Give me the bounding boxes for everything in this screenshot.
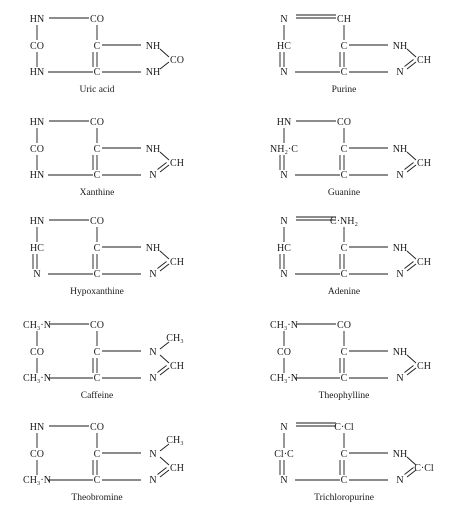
molecule-theophylline — [270, 320, 431, 401]
atom-label-n9: N — [149, 269, 157, 280]
atom-label-n1: CH₃·N — [270, 320, 298, 331]
bond-n7-c8 — [160, 457, 169, 465]
atom-label-n1: HN — [29, 422, 45, 433]
atom-label-n1: HN — [276, 117, 292, 128]
atom-label-c5: C — [340, 243, 348, 254]
atom-label-c6: CO — [90, 216, 104, 227]
atom-label-n7: NH — [145, 144, 161, 155]
atom-label-c2: CO — [30, 144, 44, 155]
atom-label-n9: N — [149, 373, 157, 384]
atom-label-c2: Cl·C — [274, 449, 294, 460]
molecule-name: Caffeine — [80, 391, 114, 401]
atom-label-c8: CH — [417, 257, 431, 268]
atom-label-c5: C — [93, 347, 101, 358]
molecule-purine — [277, 14, 431, 95]
molecule-name: Theobromine — [71, 493, 123, 503]
atom-label-c5: C — [340, 144, 348, 155]
bond-n7-c8 — [160, 49, 169, 57]
atom-label-c4: C — [340, 475, 348, 486]
atom-label-n3: HN — [29, 170, 45, 181]
atom-label-n9: NH — [145, 67, 161, 78]
molecule-hypoxanthine — [30, 216, 184, 297]
atom-label-n1: HN — [29, 14, 45, 25]
atom-label-c8: CH — [170, 257, 184, 268]
atom-label-c5: C — [340, 41, 348, 52]
molecule-trichloropurine — [274, 422, 434, 503]
molecule-name: Purine — [331, 85, 357, 95]
atom-label-n3: N — [280, 269, 288, 280]
atom-label-c6: CO — [90, 117, 104, 128]
atom-label-c2: NH₂·C — [270, 144, 298, 155]
bond-n7-c8 — [160, 355, 169, 363]
atom-label-n7: NH — [392, 144, 408, 155]
molecule-name: Theophylline — [318, 391, 370, 401]
atom-label-n7: NH — [392, 243, 408, 254]
bond-n7-c8 — [407, 251, 416, 259]
atom-label-c8: CO — [170, 55, 184, 66]
bond-n7-c8 — [160, 251, 169, 259]
atom-label-n1: CH₃·N — [23, 320, 51, 331]
atom-label-c2: CO — [277, 347, 291, 358]
atom-label-c8: CH — [417, 55, 431, 66]
atom-label-c2: CO — [30, 449, 44, 460]
atom-label-me7: CH₃ — [166, 435, 184, 446]
atom-label-c4: C — [340, 170, 348, 181]
atom-label-n9: N — [149, 170, 157, 181]
atom-label-me7: CH₃ — [166, 333, 184, 344]
atom-label-c6: C·NH₂ — [330, 216, 358, 227]
atom-label-c2: HC — [277, 243, 291, 254]
atom-label-c4: C — [93, 67, 101, 78]
atom-label-n3: N — [280, 67, 288, 78]
molecule-adenine — [277, 216, 431, 297]
atom-label-n3: CH₃·N — [23, 373, 51, 384]
atom-label-n9: N — [396, 475, 404, 486]
atom-label-c6: CH — [337, 14, 351, 25]
atom-label-n1: N — [280, 422, 288, 433]
atom-label-n7: NH — [392, 449, 408, 460]
atom-label-n3: HN — [29, 67, 45, 78]
atom-label-c8: C·Cl — [414, 463, 434, 474]
atom-label-n1: HN — [29, 117, 45, 128]
atom-label-n7: NH — [145, 243, 161, 254]
atom-label-c4: C — [340, 67, 348, 78]
molecule-xanthine — [30, 117, 184, 198]
atom-label-n3: N — [280, 170, 288, 181]
atom-label-n1: N — [280, 216, 288, 227]
bond-n7-c8 — [160, 152, 169, 160]
molecule-name: Uric acid — [79, 85, 115, 95]
atom-label-c4: C — [340, 269, 348, 280]
molecule-name: Guanine — [327, 188, 361, 198]
atom-label-c8: CH — [417, 158, 431, 169]
atom-label-c8: CH — [170, 361, 184, 372]
atom-label-c6: CO — [90, 422, 104, 433]
atom-label-c8: CH — [170, 158, 184, 169]
atom-label-c5: C — [340, 449, 348, 460]
atom-label-c6: CO — [90, 14, 104, 25]
atom-label-n3: N — [280, 475, 288, 486]
bond-n7-c8 — [407, 49, 416, 57]
atom-label-c2: CO — [30, 41, 44, 52]
atom-label-c6: CO — [90, 320, 104, 331]
atom-label-n3: CH₃·N — [23, 475, 51, 486]
atom-label-n9: N — [149, 475, 157, 486]
atom-label-c5: C — [93, 449, 101, 460]
bond-n7-c8 — [407, 355, 416, 363]
molecule-theobromine — [23, 422, 184, 503]
atom-label-n1: N — [280, 14, 288, 25]
atom-label-c4: C — [93, 373, 101, 384]
atom-label-n3: N — [33, 269, 41, 280]
atom-label-n7: N — [149, 449, 157, 460]
atom-label-n9: N — [396, 269, 404, 280]
bond-c8-n9 — [160, 62, 169, 69]
atom-label-n7: NH — [392, 41, 408, 52]
atom-label-c6: CO — [337, 117, 351, 128]
atom-label-c4: C — [340, 373, 348, 384]
atom-label-c2: HC — [30, 243, 44, 254]
atom-label-n9: N — [396, 170, 404, 181]
molecule-name: Xanthine — [79, 188, 115, 198]
molecule-guanine — [270, 117, 431, 198]
atom-label-c6: C·Cl — [334, 422, 354, 433]
atom-label-c5: C — [93, 41, 101, 52]
atom-label-c8: CH — [417, 361, 431, 372]
atom-label-c6: CO — [337, 320, 351, 331]
atom-label-c5: C — [93, 243, 101, 254]
atom-label-n9: N — [396, 373, 404, 384]
atom-label-n7: NH — [145, 41, 161, 52]
molecule-name: Trichloropurine — [314, 493, 374, 503]
atom-label-n9: N — [396, 67, 404, 78]
molecule-name: Adenine — [327, 287, 361, 297]
atom-label-c4: C — [93, 475, 101, 486]
atom-label-n7: N — [149, 347, 157, 358]
atom-label-c5: C — [93, 144, 101, 155]
atom-label-n3: CH₃·N — [270, 373, 298, 384]
atom-label-c8: CH — [170, 463, 184, 474]
atom-label-c2: CO — [30, 347, 44, 358]
atom-label-c5: C — [340, 347, 348, 358]
bond-n7-c8 — [407, 152, 416, 160]
molecule-uric-acid — [30, 14, 184, 95]
molecule-name: Hypoxanthine — [70, 287, 124, 297]
atom-label-c2: HC — [277, 41, 291, 52]
atom-label-c4: C — [93, 269, 101, 280]
atom-label-n7: NH — [392, 347, 408, 358]
molecule-caffeine — [23, 320, 184, 401]
atom-label-c4: C — [93, 170, 101, 181]
atom-label-n1: HN — [29, 216, 45, 227]
